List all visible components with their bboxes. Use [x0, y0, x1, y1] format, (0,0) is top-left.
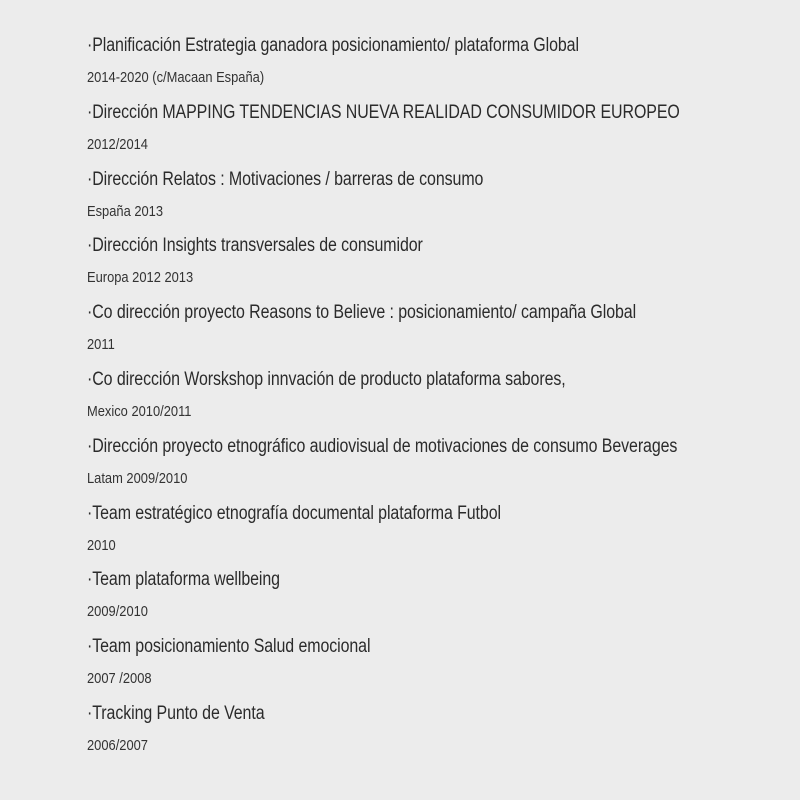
entry-title: ·Team plataforma wellbeing: [87, 569, 280, 591]
entry-title: ·Team estratégico etnografía documental plataforma Futbol: [87, 502, 501, 524]
list-item: [87, 631, 787, 698]
entry-title: ·Planificación Estrategia ganadora posicionamiento/ plataforma Global: [87, 35, 579, 56]
entry-subtitle: Mexico 2010/2011: [87, 402, 192, 420]
entry-title: ·Tracking Punto de Venta: [87, 702, 265, 724]
list-item: [87, 498, 787, 565]
entry-subtitle: 2011: [87, 336, 115, 354]
list-item: [87, 564, 787, 631]
list-item: [87, 297, 787, 364]
list-item: [87, 164, 787, 231]
list-item: [87, 30, 787, 97]
list-item: [87, 431, 787, 498]
list-item: [87, 698, 787, 765]
experience-list: [87, 30, 787, 765]
entry-subtitle: 2006/2007: [87, 736, 148, 754]
list-item: [87, 230, 787, 297]
entry-subtitle: 2014-2020 (c/Macaan España): [87, 69, 265, 86]
entry-subtitle: Latam 2009/2010: [87, 469, 188, 487]
entry-subtitle: Europa 2012 2013: [87, 269, 194, 287]
entry-subtitle: 2010: [87, 536, 116, 554]
entry-title: ·Dirección Insights transversales de consumidor: [87, 235, 423, 257]
entry-title: ·Dirección proyecto etnográfico audiovisual de motivaciones de consumo Beverages: [87, 435, 678, 457]
entry-title: ·Co dirección Worskshop innvación de producto plataforma sabores,: [87, 368, 566, 390]
entry-subtitle: España 2013: [87, 202, 164, 220]
entry-title: ·Team posicionamiento Salud emocional: [87, 636, 371, 658]
entry-title: ·Dirección MAPPING TENDENCIAS NUEVA REALIDAD CONSUMIDOR EUROPEO: [87, 101, 680, 123]
list-item: [87, 97, 787, 164]
entry-subtitle: 2007 /2008: [87, 670, 152, 688]
list-item: [87, 364, 787, 431]
entry-title: ·Co dirección proyecto Reasons to Believe : posicionamiento/ campaña Global: [87, 302, 637, 324]
entry-subtitle: 2009/2010: [87, 603, 148, 621]
entry-title: ·Dirección Relatos : Motivaciones / barreras de consumo: [87, 168, 484, 190]
entry-subtitle: 2012/2014: [87, 135, 148, 153]
